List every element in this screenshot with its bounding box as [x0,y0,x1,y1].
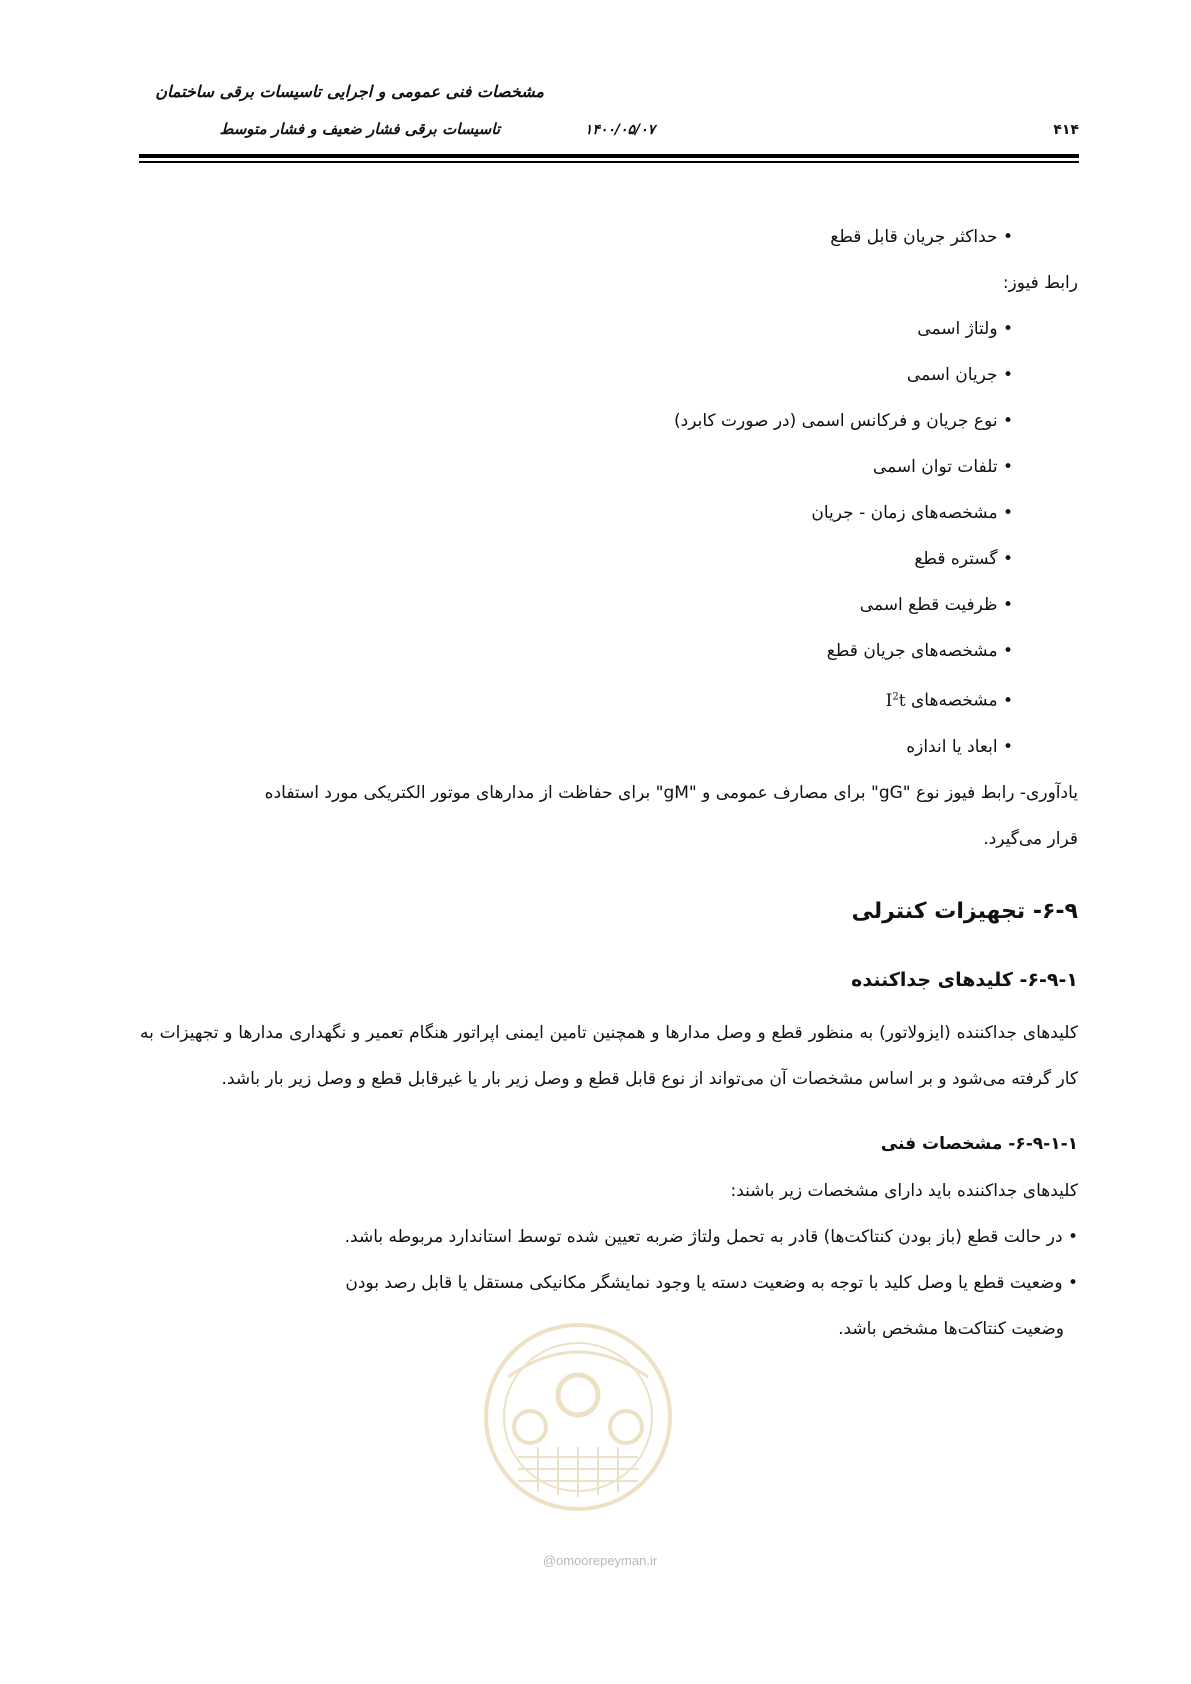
spec-bullet: • در حالت قطع (باز بودن کنتاکت‌ها) قادر به تحمل ولتاژ ضربه تعیین شده توسط استاندارد مربوطه باشد. [140,1214,1078,1260]
fuse-item: • گستره قطع [140,536,1078,582]
note-line-end: قرار می‌گیرد. [983,828,1078,849]
i2t-base: I [885,690,893,711]
intro-line: کلیدهای جداکننده باید دارای مشخصات زیر باشند: [730,1180,1078,1201]
fuse-item: • مشخصه‌های زمان - جریان [140,490,1078,536]
fuse-item: • جریان اسمی [140,352,1078,398]
bullet-item: • حداکثر جریان قابل قطع [140,214,1078,260]
i2t-end: t [898,690,906,711]
fuse-label: رابط فیوز: [1002,273,1078,293]
fuse-item: • ابعاد یا اندازه [140,724,1078,770]
subsection-heading: ۶-۹-۱- کلیدهای جداکننده [851,968,1078,991]
i2t-prefix: مشخصه‌های [911,690,998,711]
i2t-symbol [886,691,906,711]
note-line: یادآوری- رابط فیوز نوع "gG" برای مصارف عمومی و "gM" برای حفاظت از مدارهای موتور الکتریکی مورد استفاده [264,782,1078,803]
subsubsection-heading: ۶-۹-۱-۱- مشخصات فنی [880,1133,1078,1154]
header-title: مشخصات فنی عمومی و اجرایی تاسیسات برقی ساختمان [155,82,544,101]
fuse-item: • ولتاژ اسمی [140,306,1078,352]
fuse-item: • تلفات توان اسمی [140,444,1078,490]
fuse-item: • ظرفیت قطع اسمی [140,582,1078,628]
fuse-item: • نوع جریان و فرکانس اسمی (در صورت کابرد) [140,398,1078,444]
spec-bullet-cont: وضعیت کنتاکت‌ها مشخص باشد. [838,1318,1064,1339]
paragraph: کلیدهای جداکننده (ایزولاتور) به منظور قطع و وصل مدارها و همچنین تامین ایمنی اپراتور هنگام تعمیر و نگهداری مدارها و تجهیزات به کار گرفته می‌شود و بر اساس مشخصات آن می‌تواند از نوع قابل قطع و وصل زیر بار یا غیرقابل قطع و وصل زیر بار باشد. [140,1022,1078,1089]
fuse-item: • مشخصه‌های جریان قطع [140,628,1078,674]
spec-bullet: • وضعیت قطع یا وصل کلید با توجه به وضعیت دسته یا وجود نمایشگر مکانیکی مستقل یا قابل رصد بودن [140,1260,1078,1306]
page-content [140,214,1078,1352]
watermark-url: @omoorepeyman.ir [542,1553,658,1568]
header-rule-thick [139,154,1079,158]
header-rule-thin [139,161,1079,163]
header-subtitle: تاسیسات برقی فشار ضعیف و فشار متوسط [219,120,500,138]
fuse-item-i2t [140,674,1078,724]
section-heading: ۶-۹- تجهیزات کنترلی [851,898,1078,924]
header-date: ۱۴۰۰/۰۵/۰۷ [584,122,656,138]
page-number: ۴۱۴ [1053,122,1079,138]
i2t-sup: 2 [892,691,899,702]
